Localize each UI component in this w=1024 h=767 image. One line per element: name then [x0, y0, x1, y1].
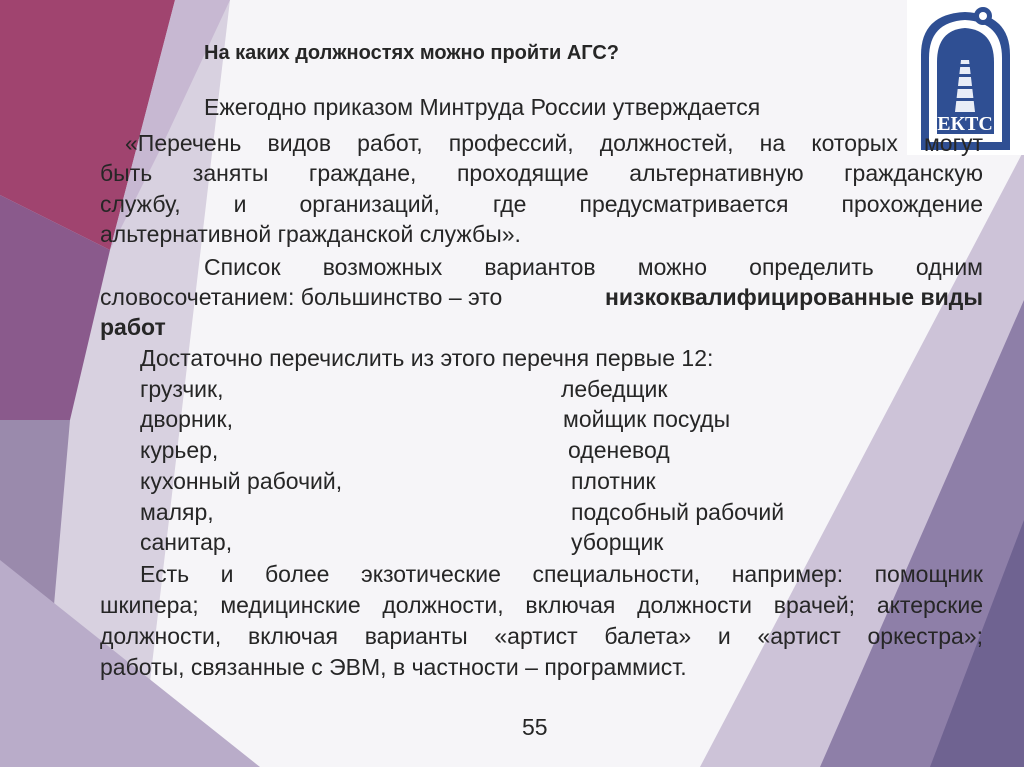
- job-right-6: уборщик: [571, 529, 664, 555]
- para2-line1: Список возможных вариантов можно определить одним: [204, 254, 983, 280]
- para1-line5: альтернативной гражданской службы».: [100, 221, 521, 247]
- para2-line2-text: словосочетанием: большинство – это: [100, 284, 509, 310]
- para2-line2-bold: низкоквалифицированные виды: [604, 284, 983, 310]
- job-right-2: мойщик посуды: [563, 406, 731, 432]
- job-right-3: оденевод: [568, 437, 670, 463]
- job-left-6: санитар,: [140, 529, 233, 555]
- job-right-1: лебедщик: [561, 376, 668, 402]
- page-number: 55: [522, 714, 548, 740]
- job-left-5: маляр,: [140, 499, 214, 525]
- para3-line2: шкипера; медицинские должности, включая должности врачей; актерские: [100, 592, 983, 618]
- para1-line1: Ежегодно приказом Минтруда России утверждается: [204, 94, 761, 120]
- job-left-4: кухонный рабочий,: [140, 468, 343, 494]
- para2-line3: работ: [100, 314, 166, 340]
- job-left-1: грузчик,: [140, 376, 224, 402]
- job-right-5: подсобный рабочий: [571, 499, 785, 525]
- job-left-3: курьер,: [140, 437, 219, 463]
- para1-line4: службу, и организаций, где предусматривается прохождение: [100, 191, 983, 217]
- para2-line2: [100, 282, 983, 312]
- para3-line1: Есть и более экзотические специальности, например: помощник: [140, 561, 983, 587]
- para1-line3: быть заняты граждане, проходящие альтернативную гражданскую: [100, 160, 983, 186]
- logo-text: ЕКТС: [937, 113, 993, 135]
- para3-line4: работы, связанные с ЭВМ, в частности – программист.: [100, 654, 687, 680]
- para3-line3: должности, включая варианты «артист балета» и «артист оркестра»;: [100, 623, 983, 649]
- slide-title: На каких должностях можно пройти АГС?: [204, 42, 619, 64]
- para1-line2: «Перечень видов работ, профессий, должностей, на которых могут: [125, 130, 983, 156]
- job-left-2: дворник,: [140, 406, 233, 432]
- list-intro: Достаточно перечислить из этого перечня первые 12:: [140, 345, 714, 371]
- job-right-4: плотник: [571, 468, 656, 494]
